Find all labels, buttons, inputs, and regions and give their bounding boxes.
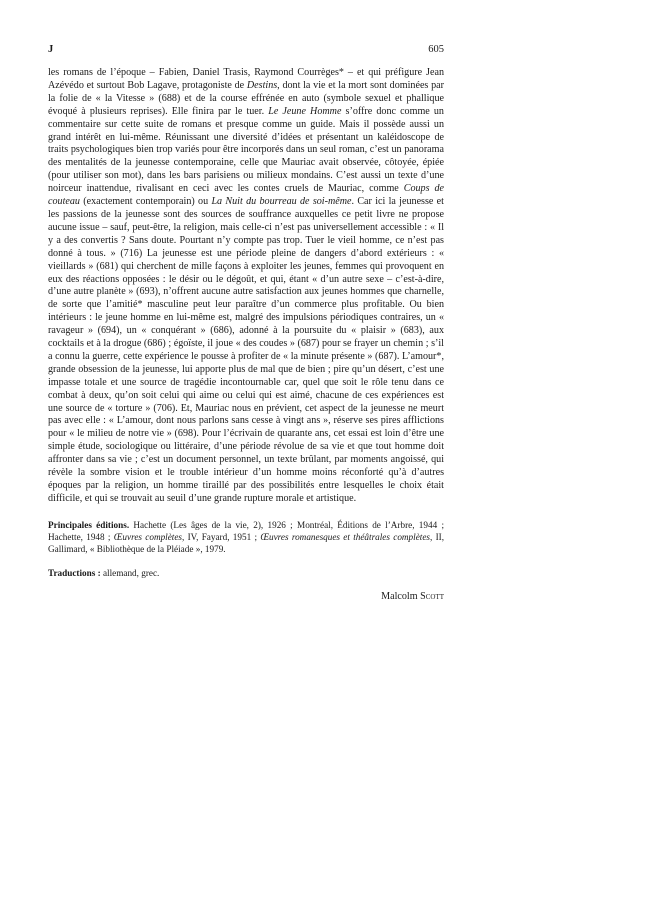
page-number: 605 [428, 44, 444, 55]
author-signature [48, 591, 444, 602]
translations-label: Traductions : [48, 568, 101, 579]
title-jeune-homme: Le Jeune Homme [268, 105, 342, 117]
editions-text: Hachette (Les âges de la vie, 2), 1926 ; Montréal, Éditions de l’Arbre, 1944 ; Hachette, 1948 ; [48, 519, 445, 543]
translations-note [48, 567, 444, 579]
editions-note [48, 519, 444, 556]
author-last-name: Scott [420, 590, 444, 602]
title-destins: Destins [246, 79, 278, 91]
running-head [48, 44, 444, 55]
text-segment: , dont la vie et la mort sont dominées par la folie de « la Vitesse » (688) et de la course effrénée en auto (symbole sexuel et phallique évoqué à plusieurs reprises). Elle finira par le tuer. [48, 79, 444, 117]
editions-title: Œuvres romanesques et théâtrales complètes [260, 532, 430, 543]
editions-title: Œuvres complètes [113, 532, 183, 543]
text-segment: les romans de l’époque – Fabien, Daniel Trasis, Raymond Courrèges* – et qui préfigure Jean Azévédo et surtout Bob Lagave, protagoniste de [48, 67, 444, 91]
text-segment: . Car ici la jeunesse et les passions de la jeunesse sont des sources de souffrance auxquelles ce petit livre ne propose aucune issue – sauf, peut-être, la religion, mais celle-ci n’est pas universellement accessible : « Il y a des convertis ? Sans doute. Pourtant n’y compte pas trop. Tuer le vieil homme, ce n’est pas donné à tous. » (716) La jeunesse est une période pleine de dangers d’abord extérieurs : « vieillards » (681) qui cherchent de mille façons à exploiter les jeunes, femmes qui provoquent en eux des réactions opposées : le désir ou le dégoût, et qui, étant « d’un autre sexe – c’est-à-dire, d’une autre planète » (693), n’offrent aucune autre satisfaction aux jeunes hommes que charnelle, de sorte que l’amitié* masculine peut leur paraître d’un commerce plus profitable. Ou bien intérieurs : le jeune homme en lui-même est, malgré des impulsions périodiques contraires, un « ravageur » (694), un « conquérant » (686), adonné à la poursuite du « plaisir » (683), aux cocktails et à la drogue (686) ; égoïste, il joue « des coudes » (687) pour se frayer un chemin ; s’il a connu la guerre, cette expérience le pousse à profiter de « la minute présente » (687). L’amour*, grande obsession de la jeunesse, lui apporte plus de mal que de bien ; pire qu’un désert, c’est une impasse totale et une source de tragédie incontournable car, quel que soit le rôle tenu dans ce combat à deux, qu’on soit celui qui aime ou celui qui est aimé, chacune de ces expériences est une source de « torture » (706). Et, Mauriac nous en prévient, cet aspect de la jeunesse ne meurt pas avec elle : « L’amour, dont nous parlons sans cesse à vingt ans », réserve ses pires afflictions pour « le milieu de notre vie » (698). Pour l’écrivain de quarante ans, cet essai est loin d’être une simple étude, sociologique ou littéraire, d’une période révolue de sa vie et que tout homme doit affronter dans sa vie ; c’est un document personnel, un texte brûlant, par moments angoissé, qui révèle la sombre vision et le trouble intérieur d’un homme moins réconforté qu’à d’autres époques par la religion, un homme tiraillé par des possibilités entre lesquelles le choix était difficile, et qui se trouvait au seuil d’une grande rupture morale et artistique. [48, 196, 444, 504]
section-letter: J [48, 44, 54, 55]
editions-label: Principales éditions. [48, 519, 130, 530]
text-segment: (exactement contemporain) ou [79, 196, 212, 208]
title-nuit-du-bourreau: La Nuit du bourreau de soi-même [211, 196, 352, 208]
editions-text: , IV, Fayard, 1951 ; [182, 532, 261, 543]
body-paragraph [48, 67, 444, 506]
title-coups-de-couteau: Coups de couteau [48, 183, 444, 208]
text-segment: s’offre donc comme un commentaire sur cette suite de romans et presque comme un guide. Mais il possède aussi un grand intérêt en lui-même. Réunissant une diversité d’idées et présentant un kaléidoscope de traits psychologiques bien trop variés pour être incorporés dans un seul roman, c’est un panorama des mentalités de la jeunesse contemporaine, celle que Mauriac avait observée, côtoyée, épiée (pour utiliser son mot), dans les bars parisiens ou milieux mondains. C’est aussi un texte d’une noirceur inattendue, rivalisant en ceci avec les contes cruels de Mauriac, comme [48, 105, 444, 195]
author-first-name: Malcolm [381, 590, 418, 602]
page [48, 44, 444, 602]
translations-text: allemand, grec. [100, 568, 160, 579]
editions-text: , II, Gallimard, « Bibliothèque de la Pléiade », 1979. [48, 532, 445, 555]
